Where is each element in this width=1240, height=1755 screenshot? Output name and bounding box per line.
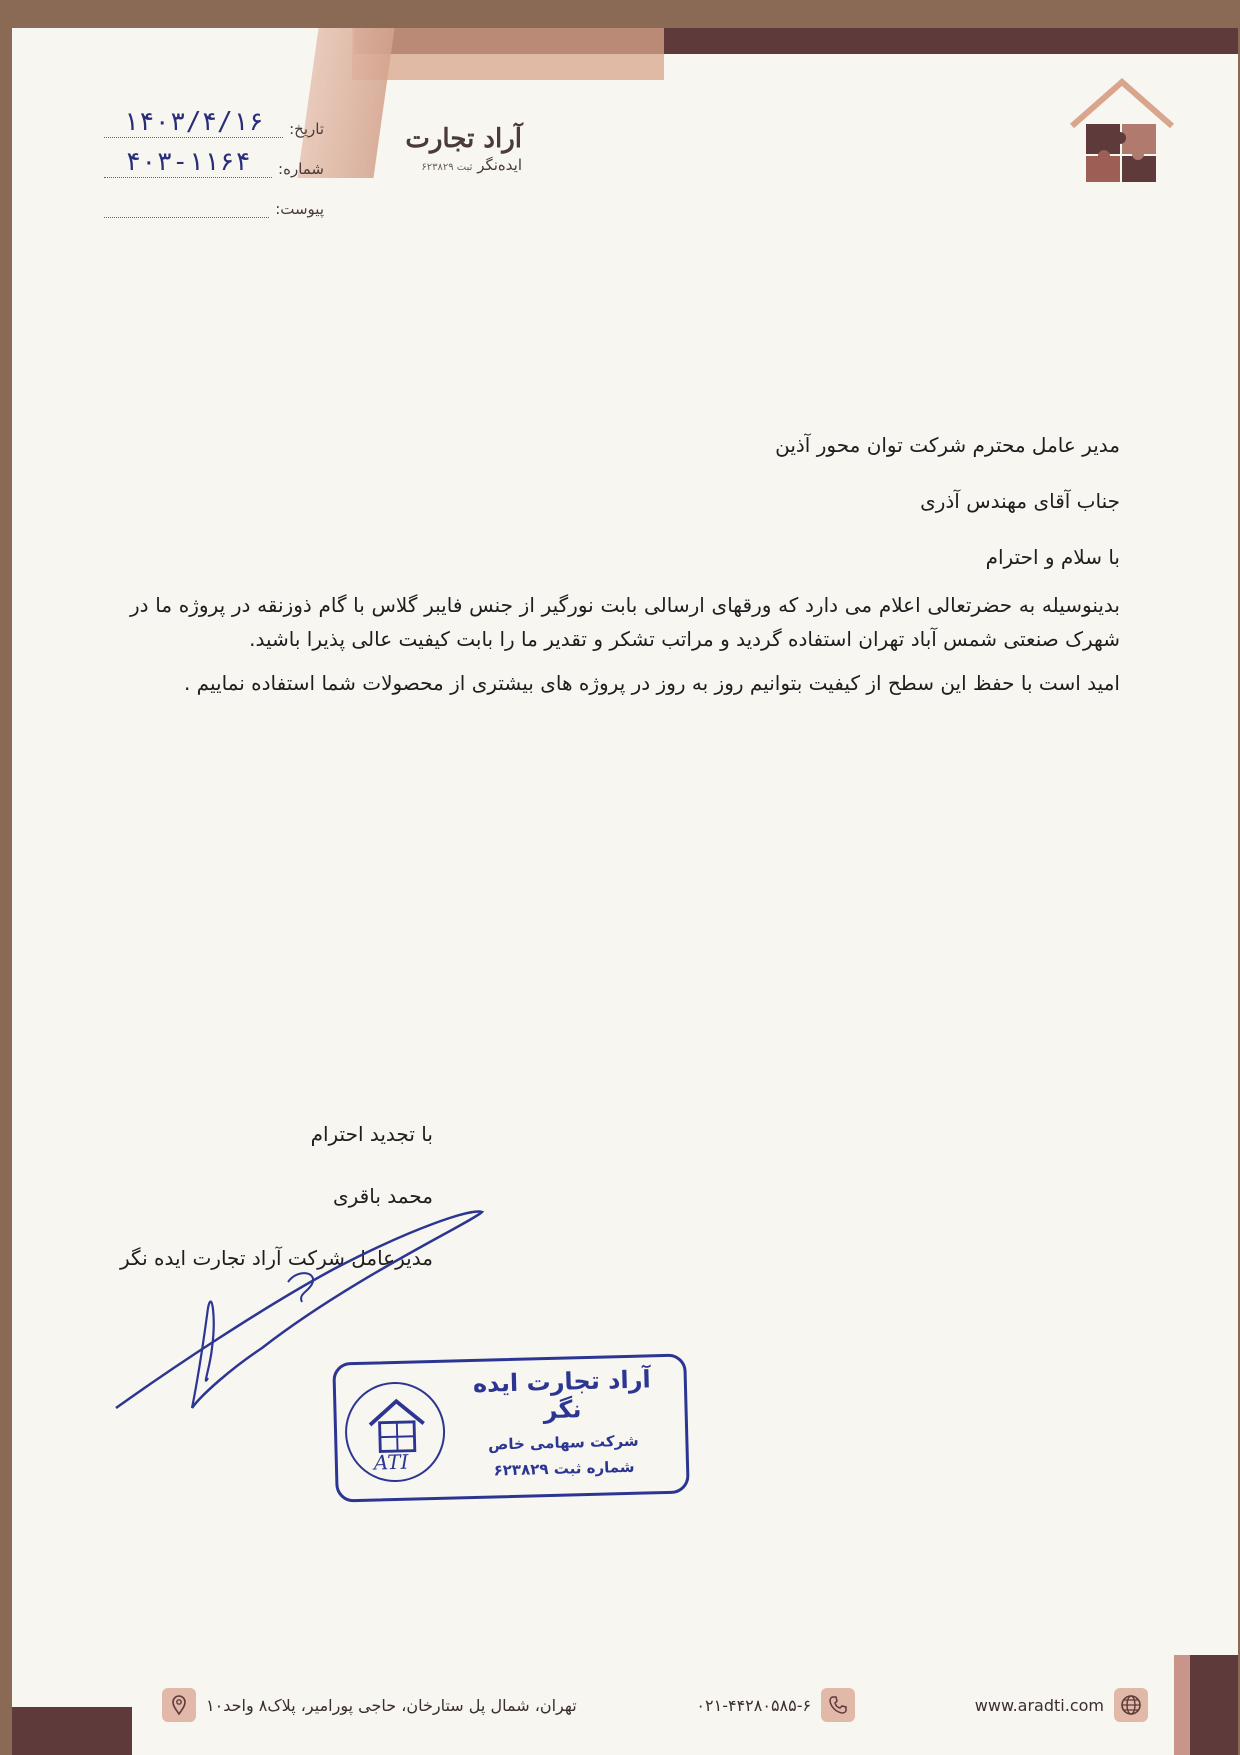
meta-number-row: [104, 138, 324, 178]
brand-subtitle: [405, 156, 522, 174]
body-paragraph-2: امید است با حفظ این سطح از کیفیت بتوانیم روز به روز در پروژه های بیشتری از محصولات شما استفاده نماییم .: [183, 671, 1120, 695]
meta-date-row: [104, 98, 324, 138]
footer-accent: [1174, 1655, 1190, 1755]
company-logo-icon: [1068, 74, 1176, 186]
stamp-registration: شماره ثبت ۶۲۳۸۲۹: [493, 1457, 635, 1480]
date-value: ۱۴۰۳/۴/۱۶: [104, 109, 283, 138]
stamp-text: [451, 1365, 674, 1481]
meta-attachment-row: [104, 178, 324, 218]
greeting-line: با سلام و احترام: [985, 545, 1120, 569]
attention-line: جناب آقای مهندس آذری: [920, 489, 1120, 513]
footer-band-right: [1190, 1655, 1238, 1755]
footer-band-left: [12, 1707, 132, 1755]
signer-title: مدیرعامل شرکت آراد تجارت ایده نگر: [120, 1246, 433, 1270]
brand-block: [405, 124, 522, 174]
attachment-value: [104, 215, 269, 218]
header-accent: [352, 28, 664, 80]
stamp-logo-text: ATI: [373, 1449, 409, 1475]
date-label: تاریخ:: [289, 120, 324, 138]
website-text[interactable]: www.aradti.com: [974, 1695, 1104, 1715]
closing-regards: با تجدید احترام: [310, 1122, 433, 1146]
brand-name: آراد تجارت: [405, 124, 522, 154]
body-paragraph-1: بدینوسیله به حضرتعالی اعلام می دارد که ورقهای ارسالی بابت نورگیر از جنس فایبر گلاس با گام ذوزنقه در پروژه ما در شهرک صنعتی شمس آباد تهران استفاده گردید و مراتب تشکر و تقدیر ما را بابت کیفیت عالی پذیرا باشید.: [130, 593, 1120, 651]
number-value: ۴۰۳-۱۱۶۴: [104, 149, 272, 178]
letter-body: [130, 428, 1120, 710]
stamp-title: آراد تجارت ایده نگر: [472, 1365, 652, 1425]
phone-text[interactable]: ۰۲۱-۴۴۲۸۰۵۸۵-۶: [696, 1695, 812, 1715]
globe-icon: [1114, 1688, 1148, 1722]
attachment-label: پیوست:: [275, 200, 324, 218]
letter-footer: [162, 1685, 1148, 1725]
footer-website: [975, 1688, 1148, 1722]
footer-address: [162, 1688, 577, 1722]
brand-sub-name: ایده‌نگر: [477, 156, 522, 174]
letter-meta: [104, 98, 324, 218]
letter-page: [12, 28, 1238, 1755]
brand-registration: ثبت ۶۲۳۸۲۹: [421, 162, 473, 173]
phone-icon: [821, 1688, 855, 1722]
footer-phone: [696, 1688, 855, 1722]
signer-name: محمد باقری: [332, 1184, 433, 1208]
number-label: شماره:: [278, 160, 324, 178]
company-stamp: [332, 1353, 690, 1502]
address-text: تهران، شمال پل ستارخان، حاجی پورامیر، پلاک۸ واحد۱۰: [206, 1695, 577, 1715]
stamp-company-type: شرکت سهامی خاص: [487, 1431, 639, 1454]
location-pin-icon: [162, 1688, 196, 1722]
recipient-line: مدیر عامل محترم شرکت توان محور آذین: [775, 433, 1120, 457]
